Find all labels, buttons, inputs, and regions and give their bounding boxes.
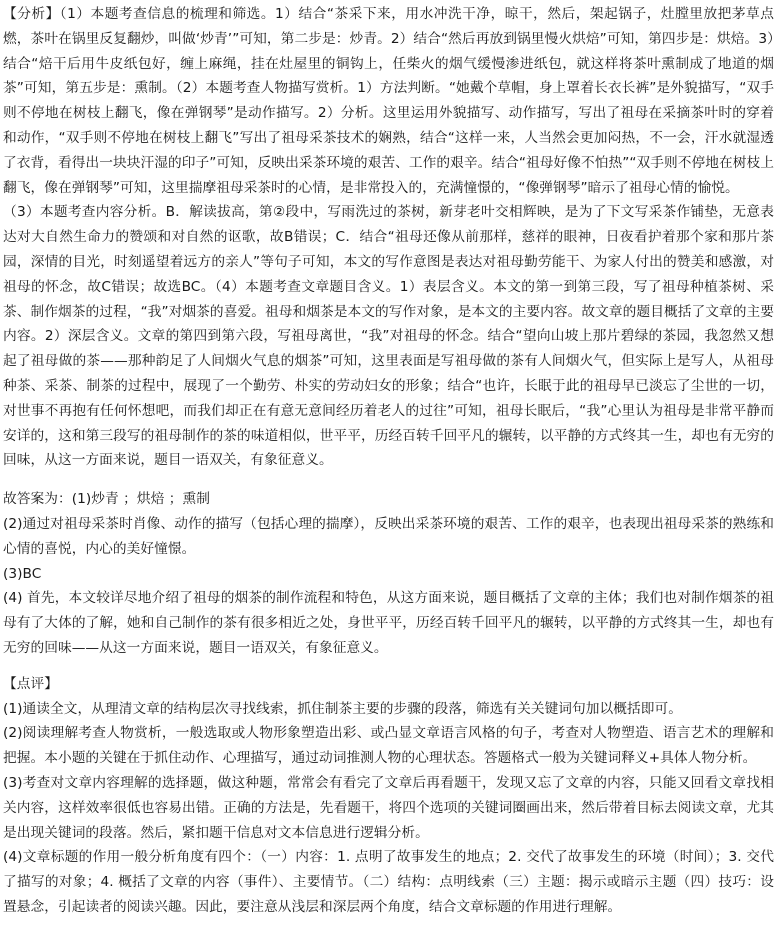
analysis-section [3,2,774,473]
answer-section [3,487,774,661]
comment-item: (1)通读全文，从理清文章的结构层次寻找线索，抓住制茶主要的步骤的段落，筛选有关关键词句加以概括即可。 [3,700,682,717]
comment-item: (4)文章标题的作用一般分析角度有四个：（一）内容：1. 点明了故事发生的地点；2. 交代了故事发生的环境（时间）；3. 交代了描写的对象；4. 概括了文章的内容（事件）、主要情节。（二）结构：点明线索（三）主题：揭示或暗示主题（四）技巧：设置悬念，引起读者的阅读兴趣。因此，要注意从浅层和深层两个角度，结合文章标题的作用进行理解。 [3,849,774,915]
answer-line: 故答案为：(1)炒青 ；烘焙 ；熏制 [3,491,210,508]
answer-line: (4) 首先，本文较详尽地介绍了祖母的烟茶的制作流程和特色，从这方面来说，题目概括了文章的主体；我们也对制作烟茶的祖母有了大体的了解，她和自己制作的茶有很多相近之处，身世平平，历经百转千回平凡的辗转，以平静的方式终其一生，却也有无穷的回味——从这一方面来说，题目一语双关，有象征意义。 [3,590,774,656]
comment-section [3,672,774,920]
comment-title: 【点评】 [3,675,58,692]
comment-item: (3)考查对文章内容理解的选择题，做这种题，常常会有看完了文章后再看题干，发现又忘了文章的内容，只能又回看文章找相关内容，这样效率很低也容易出错。正确的方法是，先看题干，将四个选项的关键词圈画出来，然后带着目标去阅读文章，尤其是出现关键词的段落。然后，紧扣题干信息对文本信息进行逻辑分析。 [3,774,774,841]
answer-line: (2)通过对祖母采茶时肖像、动作的描写（包括心理的揣摩），反映出采茶环境的艰苦、工作的艰辛，也表现出祖母采茶的熟练和心情的喜悦，内心的美好憧憬。 [3,515,774,557]
analysis-paragraph: （3）本题考查内容分析。B．解读拔高，第②段中，写雨洗过的茶树，新芽老叶交相辉映，是为了下文写采茶作铺垫，无意表达对大自然生命力的赞颂和对自然的讴歌，故B错误；C．结合“祖母还像从前那样，慈祥的眼神，日夜看护着那个家和那片茶园，深情的目光，时刻遥望着远方的亲人”等句子可知，本文的写作意图是表达对祖母勤劳能干、为家人付出的赞美和感激，对祖母的怀念，故C错误；故选BC。（4）本题考查文章题目含义。1）表层含义。本文的第一到第三段，写了祖母种植茶树、采茶、制作烟茶的过程，“我”对烟茶的喜爱。祖母和烟茶是本文的写作对象，是本文的主要内容。故文章的题目概括了文章的主要内容。2）深层含义。文章的第四到第六段，写祖母离世，“我”对祖母的怀念。结合“望向山坡上那片碧绿的茶园，我忽然又想起了祖母做的茶——那种韵足了人间烟火气息的烟茶”可知，这里表面是写祖母做的茶有人间烟火气，但实际上是写人，从祖母种茶、采茶、制茶的过程中，展现了一个勤劳、朴实的劳动妇女的形象；结合“也许，长眠于此的祖母早已淡忘了尘世的一切，对世事不再抱有任何怀想吧，而我们却正在有意无意间经历着老人的过往”可知，祖母长眠后，“我”心里认为祖母是非常平静而安详的，这和第三段写的祖母制作的茶的味道相似，世平平，历经百转千回平凡的辗转，以平静的方式终其一生，却也有无穷的回味，从这一方面来说，题目一语双关，有象征意义。 [3,204,774,469]
comment-item: (2)阅读理解考查人物赏析，一般选取或人物形象塑造出彩、或凸显文章语言风格的句子，考查对人物塑造、语言艺术的理解和把握。本小题的关键在于抓住动作、心理描写，通过动词推测人物的心理状态。答题格式一般为关键词释义+具体人物分析。 [3,725,774,767]
answer-line: (3)BC [3,565,42,582]
analysis-paragraph: 【分析】（1）本题考查信息的梳理和筛选。1）结合“茶采下来，用水冲洗干净，晾干，然后，架起锅子，灶膛里放把茅草点燃，茶叶在锅里反复翻炒，叫做‘炒青’”可知，第二步是：炒青。2）结合“然后再放到锅里慢火烘焙”可知，第四步是：烘焙。3）结合“焙干后用牛皮纸包好，缠上麻绳，挂在灶屋里的铜钩上，任柴火的烟气缓慢渗进纸包，就这样将茶叶熏制成了地道的烟茶”可知，第五步是：熏制。（2）本题考查人物描写赏析。1）方法判断。“她戴个草帽，身上罩着长衣长裤”是外貌描写，“双手则不停地在树枝上翻飞，像在弹钢琴”是动作描写。2）分析。这里运用外貌描写、动作描写，写出了祖母在采摘茶叶时的穿着和动作，“双手则不停地在树枝上翻飞”写出了祖母采茶技术的娴熟，结合“这样一来，人当然会更加闷热，不一会，汗水就湿透了衣背，看得出一块块汗湿的印子”可知，反映出采茶环境的艰苦、工作的艰辛。结合“祖母好像不怕热”“双手则不停地在树枝上翻飞，像在弹钢琴”可知，这里揣摩祖母采茶时的心情，是非常投入的，充满憧憬的，“像弹钢琴”暗示了祖母心情的愉悦。 [3,6,774,196]
